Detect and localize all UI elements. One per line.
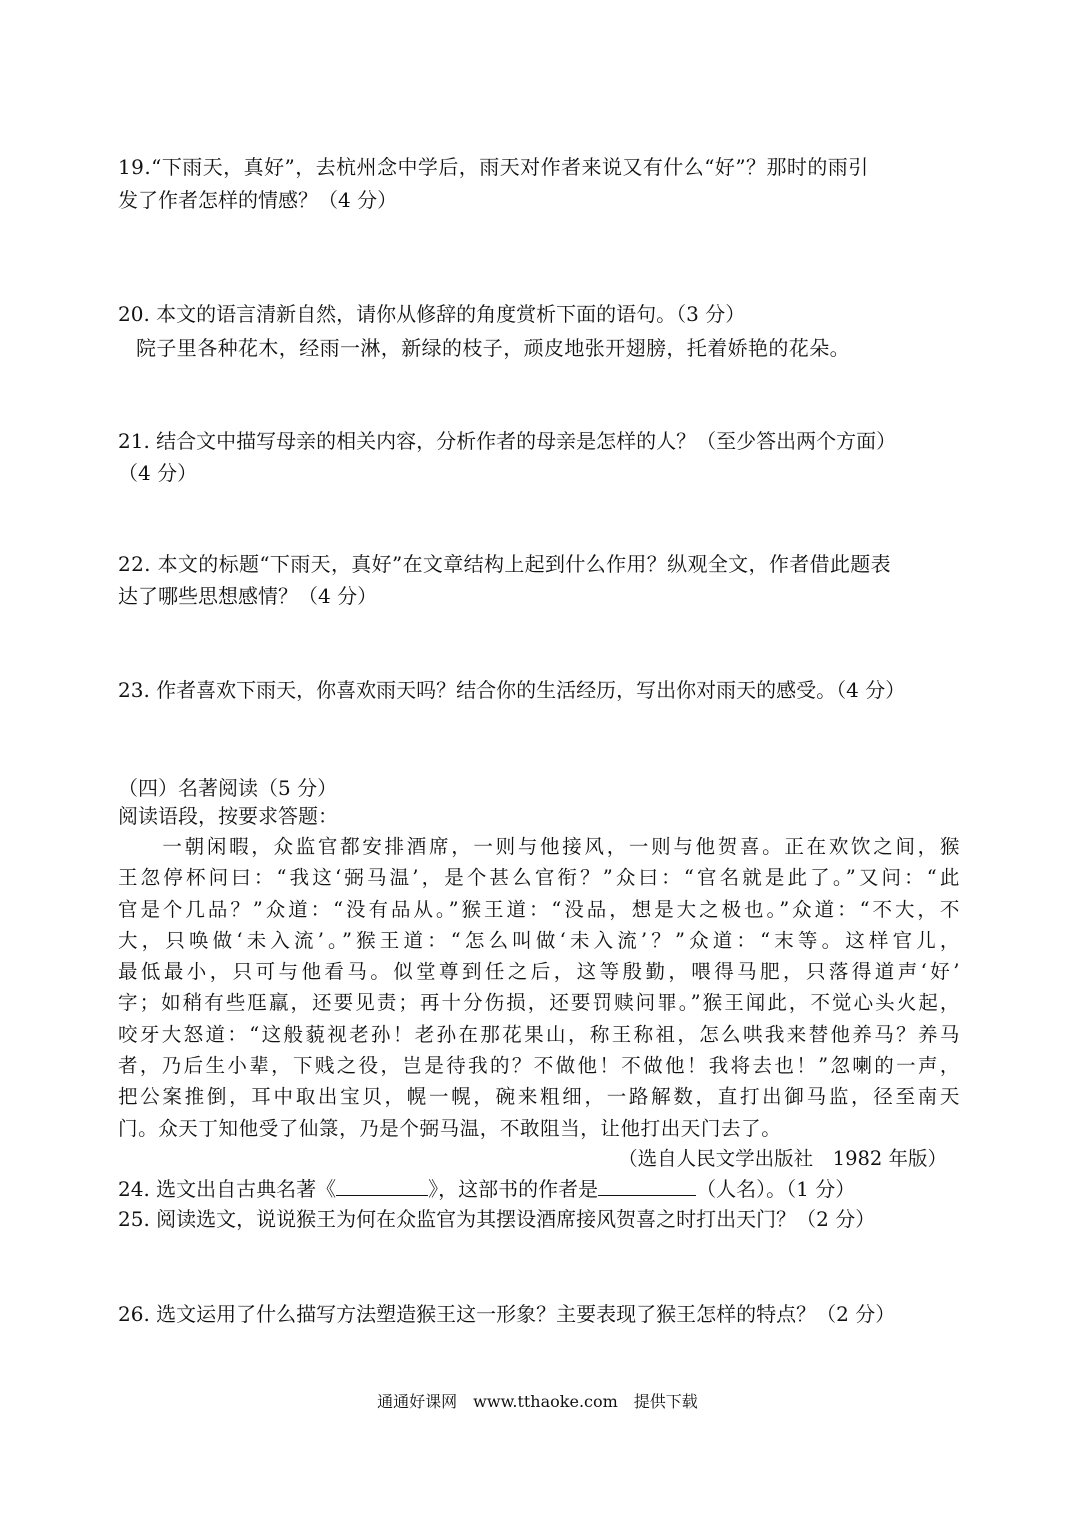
passage-source: （选自人民文学出版社 1982 年版） [618, 1147, 947, 1170]
question-20-quote: 院子里各种花木，经雨一淋，新绿的枝子，顽皮地张开翅膀，托着娇艳的花朵。 [136, 336, 850, 360]
question-22-line-2: 达了哪些思想感情？（4 分） [118, 584, 378, 608]
passage-line: 大，只唤做‘未入流’。”猴王道：“怎么叫做‘未入流’？”众道：“末等。这样官儿， [118, 928, 960, 952]
passage-line: 一朝闲暇，众监官都安排酒席，一则与他接风，一则与他贺喜。正在欢饮之间，猴 [118, 835, 960, 858]
question-19-line-1: 19.“下雨天，真好”，去杭州念中学后，雨天对作者来说又有什么“好”？那时的雨引 [118, 155, 869, 179]
page-footer: 通通好课网 www.tthaoke.com 提供下载 [377, 1392, 698, 1411]
question-20-line-1: 20. 本文的语言清新自然，请你从修辞的角度赏析下面的语句。（3 分） [118, 302, 746, 326]
book-title-blank[interactable] [336, 1175, 428, 1196]
section-4-instruction: 阅读语段，按要求答题： [118, 804, 338, 828]
question-19-line-2: 发了作者怎样的情感？（4 分） [118, 188, 398, 212]
section-4-heading: （四）名著阅读（5 分） [118, 776, 338, 800]
passage-line: 字；如稍有些尫羸，还要见责；再十分伤损，还要罚赎问罪。”猴王闻此，不觉心头火起， [118, 991, 960, 1015]
question-24-text-2: 》，这部书的作者是 [428, 1177, 599, 1201]
passage-line: 者，乃后生小辈，下贱之役，岂是待我的？不做他！不做他！我将去也！”忽喇的一声， [118, 1054, 960, 1078]
passage-line: 最低最小，只可与他看马。似堂尊到任之后，这等殷勤，喂得马肥，只落得道声‘好’ [118, 960, 960, 984]
passage-line: 咬牙大怒道：“这般藐视老孙！老孙在那花果山，称王称祖，怎么哄我来替他养马？养马 [118, 1022, 960, 1046]
question-24-text-3: （人名）。（1 分） [696, 1177, 856, 1201]
question-24 [118, 1175, 855, 1203]
author-name-blank[interactable] [598, 1175, 696, 1196]
question-25-line-1: 25. 阅读选文，说说猴王为何在众监官为其摆设酒席接风贺喜之时打出天门？（2 分） [118, 1207, 876, 1231]
question-23-line-1: 23. 作者喜欢下雨天，你喜欢雨天吗？结合你的生活经历，写出你对雨天的感受。（4 分） [118, 678, 906, 702]
question-21-line-2: （4 分） [118, 461, 198, 485]
excerpt-passage [118, 831, 960, 1144]
passage-line: 门。众天丁知他受了仙箓，乃是个弼马温，不敢阻当，让他打出天门去了。 [118, 1116, 782, 1140]
passage-line: 官是个几品？”众道：“没有品从。”猴王道：“没品，想是大之极也。”众道：“不大，不 [118, 897, 960, 921]
passage-line: 王忽停杯问曰：“我这‘弼马温’，是个甚么官衔？”众曰：“官名就是此了。”又问：“此 [118, 866, 960, 890]
question-24-text-1: 24. 选文出自古典名著《 [118, 1177, 337, 1201]
passage-line: 把公案推倒，耳中取出宝贝，幌一幌，碗来粗细，一路解数，直打出御马监，径至南天 [118, 1085, 960, 1109]
question-26-line-1: 26. 选文运用了什么描写方法塑造猴王这一形象？主要表现了猴王怎样的特点？（2 分） [118, 1302, 896, 1326]
question-21-line-1: 21. 结合文中描写母亲的相关内容，分析作者的母亲是怎样的人？（至少答出两个方面） [118, 429, 897, 453]
question-22-line-1: 22. 本文的标题“下雨天，真好”在文章结构上起到什么作用？纵观全文，作者借此题表 [118, 552, 891, 576]
